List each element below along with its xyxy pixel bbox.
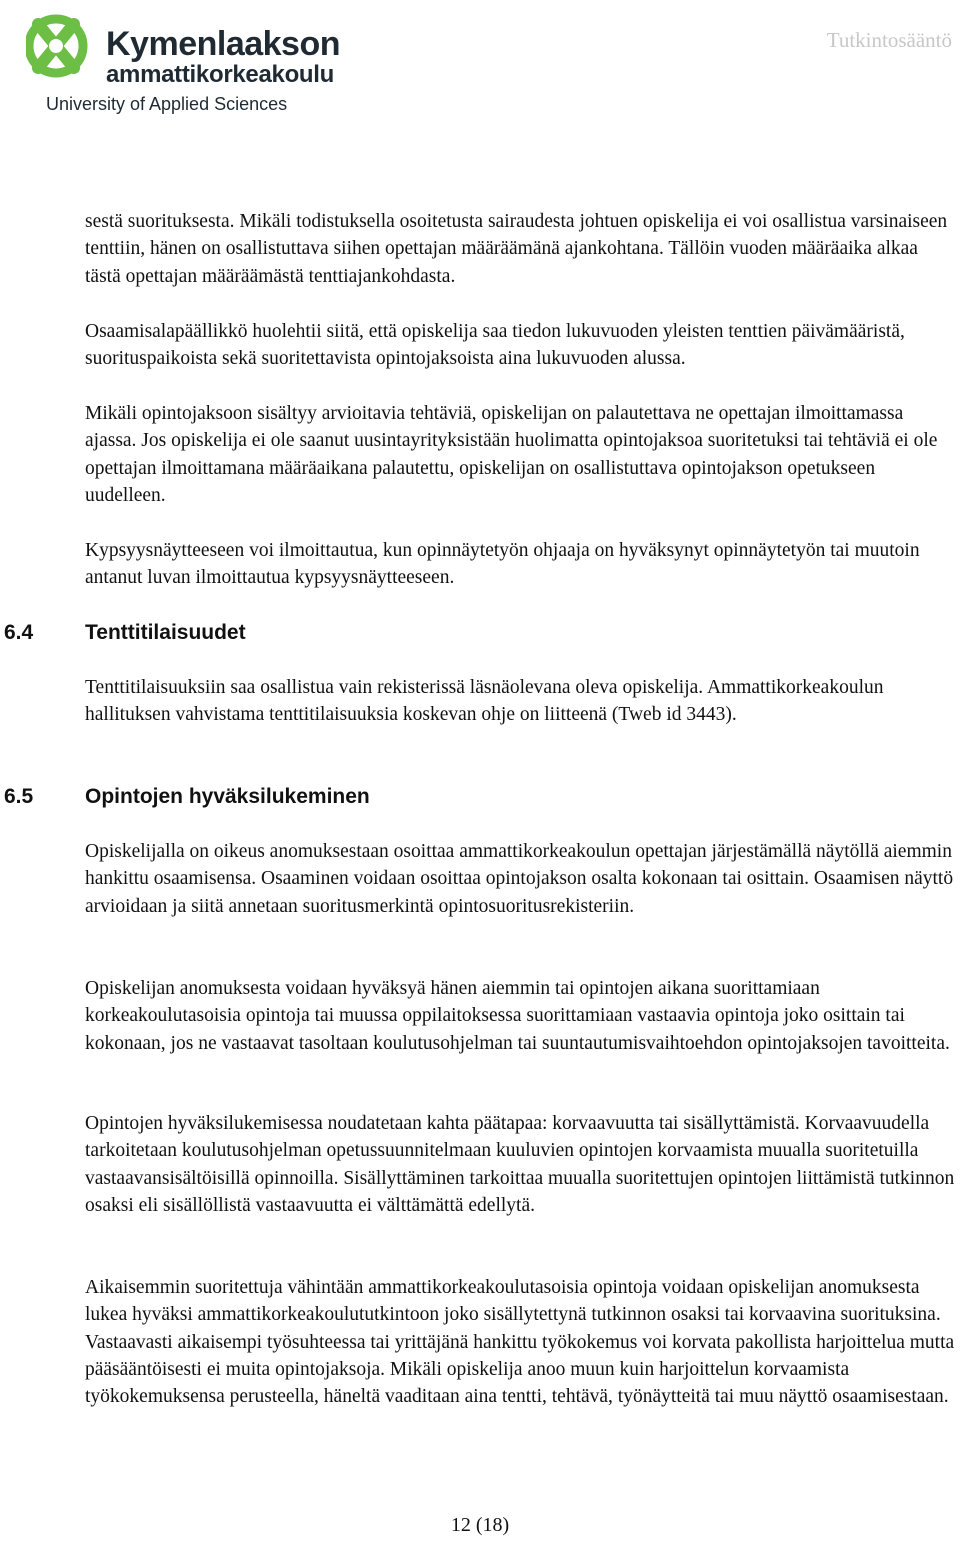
logo-line1: Kymenlaakson — [106, 25, 340, 63]
paragraph-recognition-3: Opintojen hyväksilukemisessa noudatetaan kahta päätapaa: korvaavuutta tai sisällyttämistä. Korvaavuudella tarkoitetaan koulutusohjelman opetussuunnitelmaan kuuluvien opintojen korvaamista muualla suoritetuilla vastaavansisältöisillä opinnoilla. Sisällyttäminen tarkoittaa muualla suoritettujen opintojen liittämistä tutkinnon osaksi eli sisällöllistä vastaavuutta ei välttämättä edellytä. — [85, 1113, 955, 1216]
document-label: Tutkintosääntö — [826, 28, 952, 52]
section-title: Tenttitilaisuudet — [85, 621, 246, 644]
paragraph-recognition-1: Opiskelijalla on oikeus anomuksestaan osoittaa ammattikorkeakoulun opettajan järjestämällä näytöllä aiemmin hankittu osaamisensa. Osaaminen voidaan osoittaa opintojakson osalta kokonaan tai osittain. Osaamisen näyttö arvioidaan ja siitä annetaan suoritusmerkintä opintosuoritusrekisteriin. — [85, 841, 954, 917]
paragraph-exam-dates: Osaamisalapäällikkö huolehtii siitä, että opiskelija saa tiedon lukuvuoden yleisten tenttien päivämääristä, suorituspaikoista sekä suoritettavista opintojaksoista aina lukuvuoden alussa. — [85, 321, 905, 370]
paragraph-assignments: Mikäli opintojaksoon sisältyy arvioitavia tehtäviä, opiskelijan on palautettava ne opettajan ilmoittamassa ajassa. Jos opiskelija ei ole saanut uusintayrityksistään huolimatta opintojaksoa suoritetuksi tai tehtäviä ei ole opettajan ilmoittamana määräaikana palautettu, opiskelijan on osallistuttava opintojakson opetukseen uudelleen. — [85, 403, 938, 506]
section-number: 6.5 — [4, 785, 34, 808]
section-heading-6-5 — [4, 784, 370, 810]
section-number: 6.4 — [4, 621, 34, 644]
paragraph-maturity-test: Kypsyysnäytteeseen voi ilmoittautua, kun opinnäytetyön ohjaaja on hyväksynyt opinnäytetyön tai muutoin antanut luvan ilmoittautua kypsyysnäytteeseen. — [85, 540, 920, 589]
section-title: Opintojen hyväksilukeminen — [85, 785, 370, 808]
section-heading-6-4 — [4, 620, 246, 646]
paragraph-recognition-2: Opiskelijan anomuksesta voidaan hyväksyä hänen aiemmin tai opintojen aikana suorittamiaan korkeakoulutasoisia opintoja tai muussa oppilaitoksessa suorittamiaan vastaavia opintoja joko osittain tai kokonaan, jos ne vastaavat tasoltaan koulutusohjelman tai suuntautumisvaihtoehdon opintojaksojen tavoitteita. — [85, 978, 950, 1054]
page-number: 12 (18) — [450, 1514, 510, 1536]
logo-line2: ammattikorkeakoulu — [106, 61, 335, 88]
logo-line3: University of Applied Sciences — [46, 94, 288, 114]
institution-logo — [26, 8, 340, 118]
paragraph-exam-sessions: Tenttitilaisuuksiin saa osallistua vain rekisterissä läsnäolevana oleva opiskelija. Ammattikorkeakoulun hallituksen vahvistama tenttitilaisuuksia koskevan ohje on liitteenä (Tweb id 3443). — [85, 677, 884, 726]
paragraph-continuation: sestä suorituksesta. Mikäli todistuksella osoitetusta sairaudesta johtuen opiskelija ei voi osallistua varsinaiseen tenttiin, hänen on osallistuttava siihen opettajan määräämänä ajankohtana. Tällöin vuoden määräaika alkaa tästä opettajan määräämästä tenttiajankohdasta. — [85, 211, 948, 287]
paragraph-recognition-4: Aikaisemmin suoritettuja vähintään ammattikorkeakoulutasoisia opintoja voidaan opiskelijan anomuksesta lukea hyväksi ammattikorkeakoulututkintoon joko sisällytettynä tutkinnon osaksi tai korvaavina suorituksina. Vastaavasti aikaisempi työsuhteessa tai yrittäjänä hankittu työkokemus voi korvata pakollista harjoittelua mutta pääsääntöisesti ei muita opintojaksoja. Mikäli opiskelija anoo muun kuin harjoittelun korvaamista työkokemuksensa perusteella, häneltä vaaditaan aina tentti, tehtävä, työnäytteitä tai muu näyttö osaamisestaan. — [85, 1277, 955, 1408]
logo-emblem-icon — [26, 12, 90, 92]
